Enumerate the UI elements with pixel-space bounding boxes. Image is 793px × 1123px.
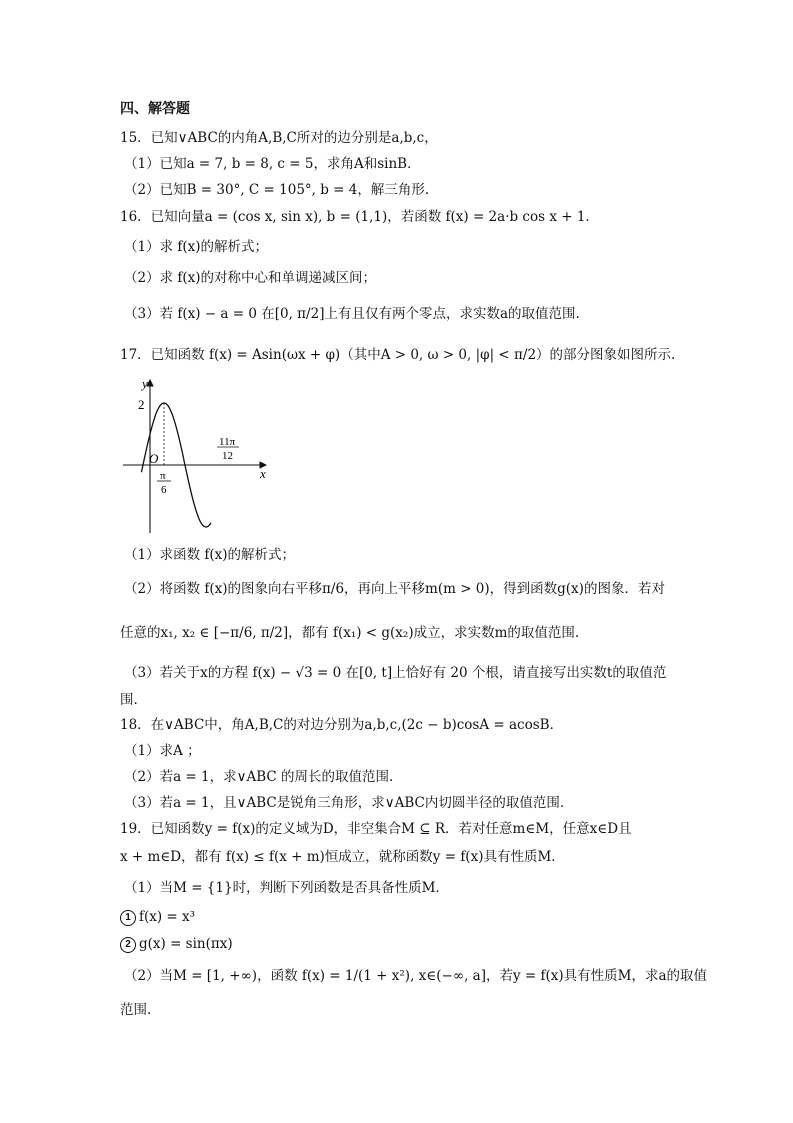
q16-part3: （3）若 f(x) − a = 0 在[0, π/2]上有且仅有两个零点，求实数a的取值范围.	[124, 306, 580, 322]
tick2-denominator: 12	[222, 450, 233, 462]
q16-part1: （1）求 f(x)的解析式；	[124, 239, 269, 255]
q19-part1: （1）当M = {1}时，判断下列函数是否具备性质M．	[124, 880, 449, 896]
q17-part3-line2: 围.	[120, 692, 138, 708]
q16-stem: 16．已知向量a = (cos x, sin x), b = (1,1)，若函数 f(x) = 2a·b cos x + 1．	[120, 209, 599, 225]
q18-part3: （3）若a = 1，且∨ABC是锐角三角形，求∨ABC内切圆半径的取值范围.	[124, 795, 565, 811]
section-title: 四、解答题	[120, 100, 190, 116]
item2-formula: g(x) = sin(πx)	[139, 936, 233, 952]
item2-number: 2	[120, 937, 136, 953]
q15-part2: （2）已知B = 30°, C = 105°, b = 4，解三角形.	[124, 182, 430, 198]
q15-stem: 15．已知∨ABC的内角A,B,C所对的边分别是a,b,c，	[120, 130, 438, 146]
q17-stem: 17．已知函数 f(x) = Asin(ωx + φ)（其中A > 0, ω > 0, |φ| < π/2）的部分图象如图所示.	[120, 347, 676, 363]
q18-part1: （1）求A ；	[124, 743, 201, 759]
q17-part2-line2: 任意的x₁, x₂ ∈ [−π/6, π/2]，都有 f(x₁) < g(x₂)成立，求实数m的取值范围.	[120, 625, 580, 641]
sine-graph	[118, 375, 278, 535]
q17-part2-line1: （2）将函数 f(x)的图象向右平移π/6，再向上平移m(m > 0)，得到函数g(x)的图象．若对	[124, 581, 665, 597]
q19-part2-line1: （2）当M = [1, +∞)，函数 f(x) = 1/(1 + x²), x∈(−∞, a]，若y = f(x)具有性质M，求a的取值	[124, 968, 708, 984]
q19-item1	[120, 907, 195, 927]
tick1-numerator: π	[160, 470, 166, 482]
y-axis-label: y	[142, 376, 148, 391]
q19-stem-line2: x + m∈D，都有 f(x) ≤ f(x + m)恒成立，就称函数y = f(x)具有性质M．	[120, 849, 565, 865]
x-axis-label: x	[260, 466, 266, 481]
q18-part2: （2）若a = 1，求∨ABC 的周长的取值范围.	[124, 769, 394, 785]
tick1-denominator: 6	[161, 484, 167, 496]
max-value-label: 2	[138, 397, 145, 412]
q19-item2	[120, 934, 233, 954]
tick2-numerator: 11π	[219, 436, 236, 448]
q15-part1: （1）已知a = 7, b = 8, c = 5，求角A和sinB．	[124, 156, 421, 172]
q17-part3-line1: （3）若关于x的方程 f(x) − √3 = 0 在[0, t]上恰好有 20 个根，请直接写出实数t的取值范	[124, 665, 667, 681]
q19-stem-line1: 19．已知函数y = f(x)的定义域为D，非空集合M ⊆ R．若对任意m∈M，任意x∈D且	[120, 821, 632, 837]
q16-part2: （2）求 f(x)的对称中心和单调递减区间；	[124, 270, 377, 286]
item1-number: 1	[120, 910, 136, 926]
q18-stem: 18．在∨ABC中，角A,B,C的对边分别为a,b,c,(2c − b)cosA = acosB．	[120, 717, 564, 733]
origin-label: O	[149, 451, 159, 466]
q19-part2-line2: 范围.	[120, 1002, 152, 1018]
item1-formula: f(x) = x³	[139, 909, 196, 925]
q17-part1: （1）求函数 f(x)的解析式；	[124, 547, 296, 563]
